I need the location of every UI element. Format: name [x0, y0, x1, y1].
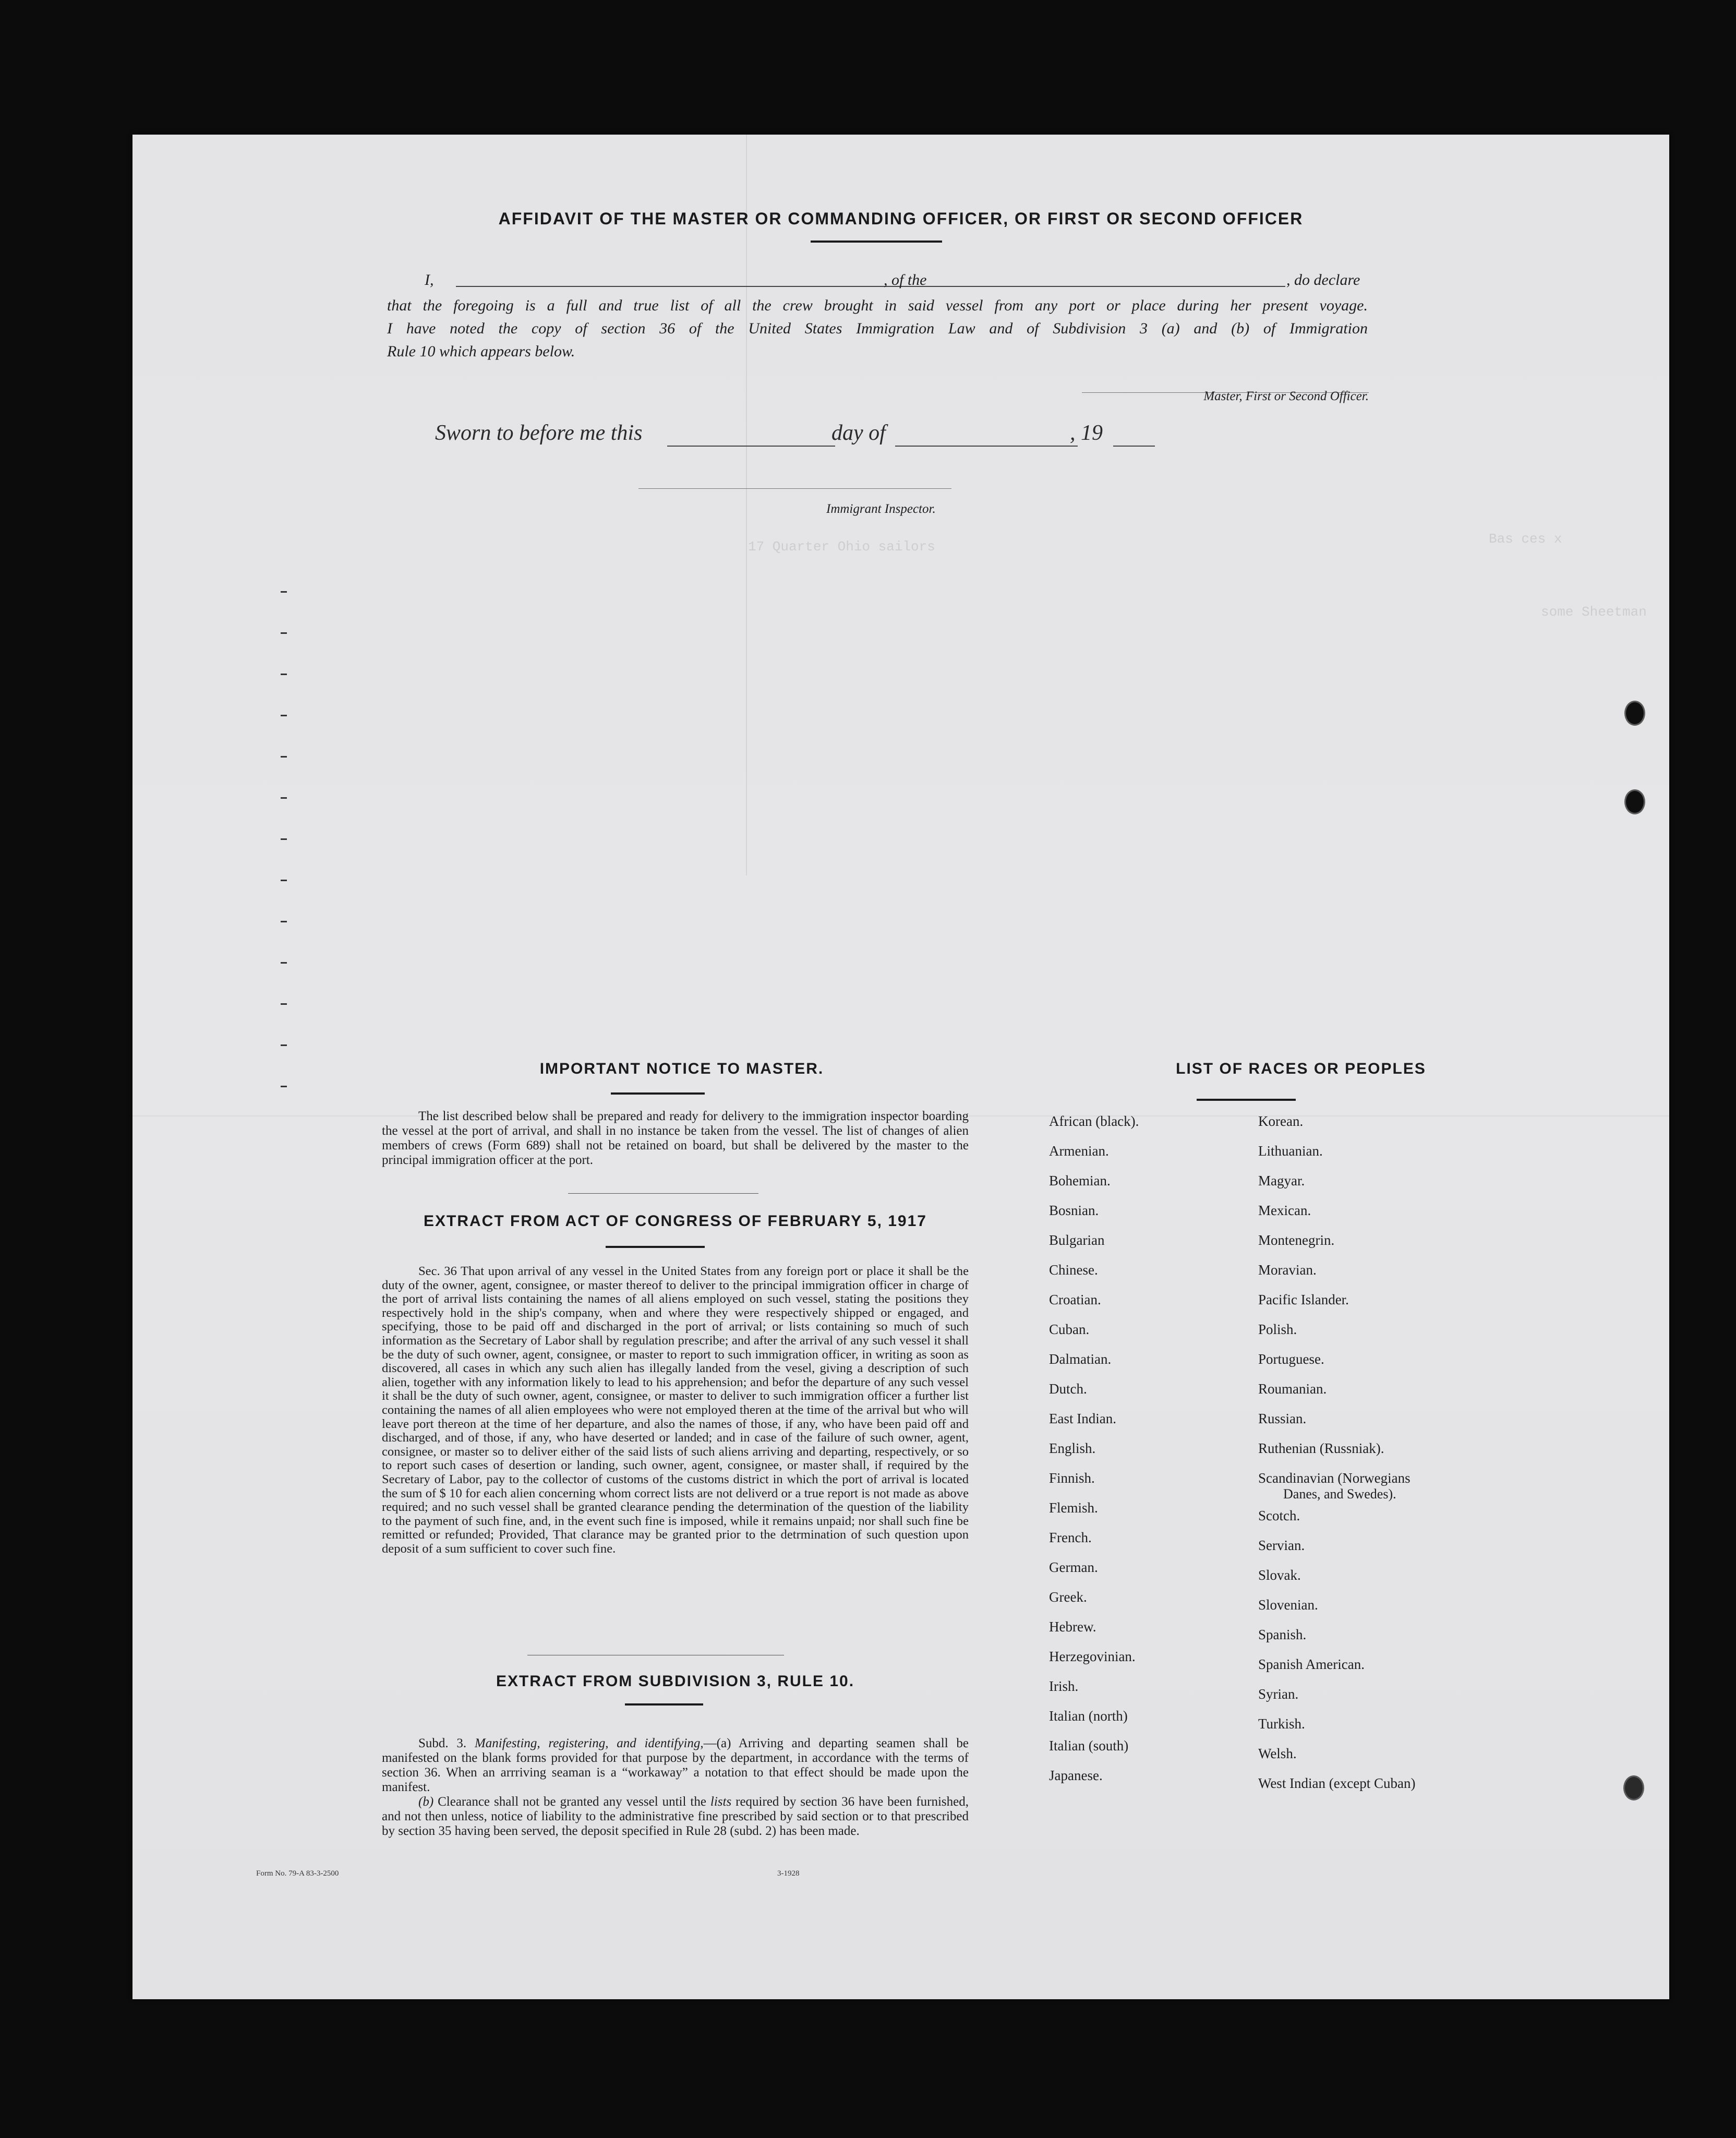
row-tick [281, 921, 287, 922]
race-item: Slovak. [1258, 1567, 1301, 1583]
notice-paragraph: The list described below shall be prepared and ready for delivery to the immigration inspector boarding the vessel at the port of arrival, and shall in no instance be taken from the vessel. The list of changes of alien members of crews (Form 689) shall not be retained on board, but shall be delivered by the master to the principal immigration officer at the port. [382, 1109, 969, 1167]
inspector-signature-line[interactable] [638, 488, 951, 489]
rule-heading: EXTRACT FROM SUBDIVISION 3, RULE 10. [496, 1673, 855, 1690]
row-tick [281, 1003, 287, 1005]
race-item: Mexican. [1258, 1203, 1311, 1218]
race-item: Japanese. [1049, 1768, 1103, 1783]
affidavit-of-the-label: , of the [884, 271, 927, 289]
race-item: Flemish. [1049, 1500, 1098, 1516]
signature-caption: Master, First or Second Officer. [1203, 389, 1369, 403]
race-item: Pacific Islander. [1258, 1292, 1349, 1307]
rule-text [382, 1736, 969, 1839]
row-tick [281, 797, 287, 799]
act-paragraph: Sec. 36 That upon arrival of any vessel in the United States from any foreign port or place it shall be the duty of the owner, agent, consignee, or master thereof to deliver to the principal immigration officer in charge of the port of arrival lists containing the names of all aliens employed on such vessel, stating the positions they respectively hold in the ship's company, when and where they were respectively shipped or engaged, and specifying, those to be paid off and discharged in the port of arrival; or lists containing so much of such information as the Secretary of Labor shall by regulation prescribe; and after the arrival of any such vessel it shall be the duty of such owner, agent, consignee, or master to report to such immigration officer, in writing as soon as discovered, all cases in which any such alien has illegally landed from the vesel, giving a description of such alien, together with any information likely to lead to his apprehension; and befor the departure of any such vessel it shall be the duty of such owner, agent, consignee, or master to deliver to such immigration officer a further list containing the names of all alien employees who were not employed theren at the time of the arrival but who will leave port thereon at the time of her departure, and also the names of those, if any, who have been paid off and discharged, and of those, if any, who have deserted or landed; and in case of the failure of such owner, agent, consignee, or master so to deliver either of the said lists of such aliens arriving and departing, respectively, or so to report such cases of desertion or landing, such owner, agent, consignee, or master shall, if required by the Secretary of Labor, pay to the collector of customs of the customs district in which the port of arrival is located the sum of $ 10 for each alien concerning whom correct lists are not deliverd or a true report is not made as above required; and no such vessel shall be granted clearance pending the determination of the question of the liability to the payment of such fine, and, in the event such fine is imposed, while it remains unpaid; nor shall such fine be remitted or refunded; Provided, That clarance may be granted prior to the detrmination of such question upon deposit of a sum sufficient to cover such fine. [382, 1264, 969, 1556]
affidavit-body-line: Rule 10 which appears below. [387, 343, 575, 360]
affidavit-i-label: I, [425, 271, 434, 289]
row-tick [281, 1044, 287, 1046]
affidavit-title: AFFIDAVIT OF THE MASTER OR COMMANDING OFFICER, OR FIRST OR SECOND OFFICER [498, 209, 1304, 228]
sworn-day-of-label: day of [831, 421, 886, 445]
race-item: Italian (south) [1049, 1738, 1129, 1753]
row-tick [281, 591, 287, 593]
rule-a-lead: Subd. 3. [418, 1736, 475, 1750]
form-number: Form No. 79-A 83-3-2500 [256, 1869, 339, 1878]
race-item: Roumanian. [1258, 1381, 1327, 1397]
race-item: Servian. [1258, 1538, 1305, 1553]
rule-rule [625, 1703, 703, 1705]
rule-paragraph-a [382, 1736, 969, 1795]
bleed-through-text: some Sheetman [1541, 604, 1647, 620]
race-item: Croatian. [1049, 1292, 1101, 1307]
rule-b-italic: lists [710, 1795, 732, 1809]
fold-line [746, 135, 747, 875]
races-heading: LIST OF RACES OR PEOPLES [1176, 1060, 1426, 1077]
manifest-page [132, 135, 1669, 1999]
form-date-code: 3-1928 [777, 1869, 800, 1878]
notice-text [382, 1109, 969, 1168]
race-item: Polish. [1258, 1322, 1297, 1337]
punch-hole-icon [1624, 701, 1645, 726]
race-item: Chinese. [1049, 1262, 1098, 1278]
race-item: Dalmatian. [1049, 1351, 1112, 1367]
race-item: Portuguese. [1258, 1351, 1324, 1367]
sworn-year-label: , 19 [1070, 421, 1103, 445]
rule-b-text: Clearance shall not be granted any vessel until the [433, 1795, 710, 1809]
row-tick [281, 674, 287, 675]
bleed-through-text: 17 Quarter Ohio sailors [748, 539, 935, 555]
races-list-right [1258, 1113, 1415, 1805]
race-item: Bosnian. [1049, 1203, 1099, 1218]
race-item: Montenegrin. [1258, 1232, 1335, 1248]
race-item-text: Scandinavian (Norwegians [1258, 1470, 1410, 1486]
race-item: Hebrew. [1049, 1619, 1096, 1635]
race-item: Scotch. [1258, 1508, 1300, 1523]
race-item: African (black). [1049, 1113, 1139, 1129]
act-rule [606, 1246, 705, 1248]
race-item: Finnish. [1049, 1470, 1095, 1486]
notice-rule [611, 1092, 705, 1095]
affidavit-body [387, 294, 1368, 363]
act-heading: EXTRACT FROM ACT OF CONGRESS OF FEBRUARY 5, 1917 [424, 1212, 927, 1230]
notice-heading: IMPORTANT NOTICE TO MASTER. [539, 1060, 824, 1077]
row-tick [281, 838, 287, 840]
race-item: Italian (north) [1049, 1708, 1128, 1724]
sworn-month-field[interactable] [895, 446, 1078, 447]
vessel-name-field[interactable] [957, 286, 1285, 287]
affidavit-declare-label: , do declare [1286, 271, 1360, 289]
race-item-continuation: Danes, and Swedes). [1283, 1486, 1396, 1502]
race-item: Bohemian. [1049, 1173, 1111, 1188]
race-item: Welsh. [1258, 1746, 1297, 1761]
race-item: Armenian. [1049, 1143, 1109, 1159]
row-tick [281, 632, 287, 634]
row-tick [281, 880, 287, 881]
rule-paragraph-b [382, 1795, 969, 1839]
race-item: Russian. [1258, 1411, 1307, 1426]
race-item: Dutch. [1049, 1381, 1087, 1397]
row-tick [281, 962, 287, 964]
affidavit-body-line: that the foregoing is a full and true list of all the crew brought in said vessel from any port or place during her present voyage. [387, 297, 1368, 314]
race-item: Korean. [1258, 1113, 1304, 1129]
race-item: Bulgarian [1049, 1232, 1105, 1248]
sworn-label: Sworn to before me this [435, 421, 643, 445]
race-item: Syrian. [1258, 1686, 1299, 1702]
race-item: Turkish. [1258, 1716, 1305, 1732]
row-tick [281, 715, 287, 716]
act-text [382, 1265, 969, 1556]
row-tick [281, 1086, 287, 1087]
affidavit-body-line: I have noted the copy of section 36 of the United States Immigration Law and of Subdivision 3 (a) and (b) of Immigration [387, 320, 1368, 337]
race-item: Irish. [1049, 1678, 1079, 1694]
race-item: German. [1049, 1559, 1098, 1575]
race-item [1258, 1470, 1415, 1508]
section-divider [568, 1193, 758, 1194]
race-item: Lithuanian. [1258, 1143, 1323, 1159]
race-item: Spanish American. [1258, 1656, 1365, 1672]
punch-hole-icon [1624, 789, 1645, 814]
race-item: Cuban. [1049, 1322, 1090, 1337]
rule-a-italic: Manifesting, registering, and identifying, [474, 1736, 704, 1750]
rule-b-label: (b) [418, 1795, 434, 1809]
race-item: Spanish. [1258, 1627, 1307, 1642]
races-rule [1197, 1099, 1296, 1101]
title-rule [811, 241, 942, 243]
rule-b-text: required by section 36 have been furnished, and not then unless, notice of liability to the administrative fine prescribed by said section or to that prescribed by section 35 having been served, the deposit specified in Rule 28 (subd. 2) has been made. [382, 1795, 969, 1838]
row-tick [281, 756, 287, 758]
race-item: French. [1049, 1530, 1092, 1545]
race-item: Slovenian. [1258, 1597, 1318, 1613]
race-item: Magyar. [1258, 1173, 1305, 1188]
race-item: Ruthenian (Russniak). [1258, 1440, 1384, 1456]
race-item: West Indian (except Cuban) [1258, 1775, 1416, 1791]
race-item: English. [1049, 1440, 1096, 1456]
races-list-left [1049, 1113, 1139, 1797]
bleed-through-text: Bas ces x [1489, 531, 1562, 547]
rule-a-text: —(a) Arriving and departing seamen shall be manifested on the blank forms provided for that purpose by the department, in accordance with the terms of section 36. When an arrriving seaman is a “workaway” a notation to that effect should be made upon the manifest. [382, 1736, 969, 1794]
race-item: Moravian. [1258, 1262, 1317, 1278]
sworn-year-field[interactable] [1113, 446, 1155, 447]
race-item: Herzegovinian. [1049, 1649, 1136, 1664]
race-item: East Indian. [1049, 1411, 1116, 1426]
sworn-day-field[interactable] [667, 446, 835, 447]
punch-hole-icon [1623, 1775, 1644, 1800]
inspector-caption: Immigrant Inspector. [826, 502, 936, 516]
race-item: Greek. [1049, 1589, 1087, 1605]
